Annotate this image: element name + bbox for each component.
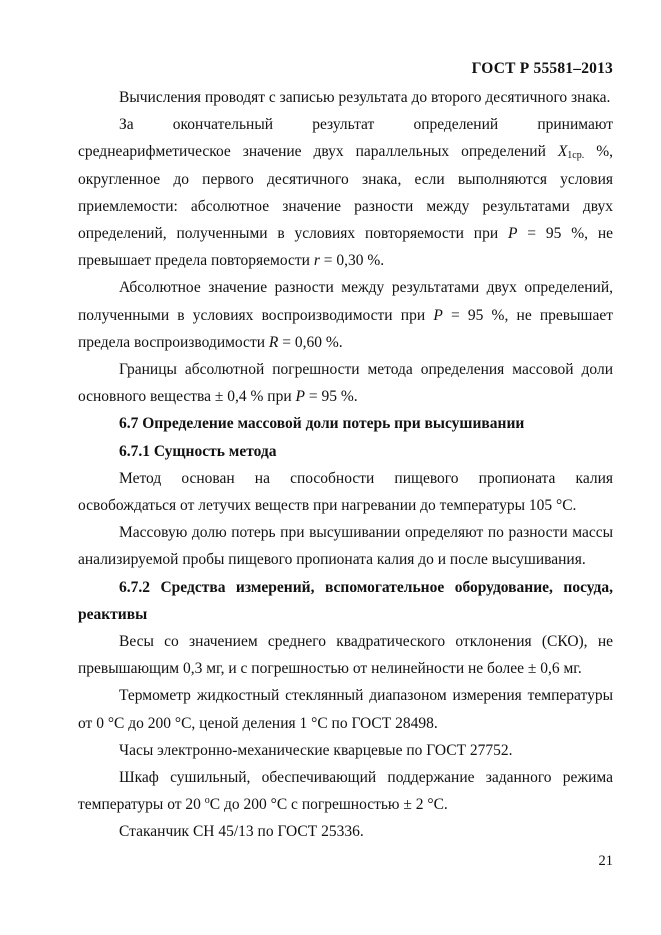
- document-body: [78, 84, 613, 846]
- text-fragment: Абсолютное значение разности между результатами двух определений, полученными в условиях воспроизводимости при: [78, 279, 613, 324]
- text-fragment: С до 200 °С с погрешностью ± 2 °С.: [209, 796, 448, 814]
- variable-r: r: [313, 252, 320, 270]
- variable-r-upper: R: [268, 333, 279, 351]
- paragraph-clock: Часы электронно-механические кварцевые по ГОСТ 27752.: [119, 741, 513, 759]
- text-fragment: За окончательный результат определений принимают среднеарифметическое значение двух параллельных определений: [78, 116, 613, 161]
- text-fragment: = 95 %, не превышает предела повторяемости: [78, 225, 613, 270]
- paragraph-final-result: [78, 111, 613, 274]
- variable-p: P: [295, 388, 305, 406]
- text-fragment: = 0,30 %.: [319, 252, 385, 270]
- text-fragment: Границы абсолютной погрешности метода определения массовой доли основного вещества ± 0,4 % при: [78, 361, 613, 406]
- variable-p: P: [507, 225, 518, 243]
- section-heading-6-7: 6.7 Определение массовой доли потерь при высушивании: [119, 415, 525, 433]
- text-fragment: = 95 %.: [304, 388, 358, 406]
- paragraph-mass-loss: Массовую долю потерь при высушивании определяют по разности массы анализируемой пробы пищевого пропионата калия до и после высушивания.: [78, 524, 613, 569]
- degree-superscript: о: [204, 795, 210, 807]
- text-fragment: %, округленное до первого десятичного знака, если выполняются условия приемлемости: абсолютное значение разности между результатами двух определений, полученными в условиях повторяемости при: [78, 143, 613, 243]
- paragraph-method-essence: Метод основан на способности пищевого пропионата калия освобождаться от летучих веществ при нагревании до температуры 105 °С.: [78, 469, 613, 515]
- text-fragment: = 95 %, не превышает предела воспроизводимости: [78, 306, 614, 351]
- section-heading-6-7-1: 6.7.1 Сущность метода: [119, 442, 277, 460]
- paragraph-error-bounds: [78, 356, 613, 410]
- paragraph-calculation-precision: Вычисления проводят с записью результата до второго десятичного знака.: [119, 89, 611, 106]
- paragraph-thermometer: Термометр жидкостный стеклянный диапазоном измерения температуры от 0 °С до 200 °С, ценой деления 1 °С по ГОСТ 28498.: [78, 687, 613, 732]
- document-header: ГОСТ Р 55581–2013: [471, 60, 613, 77]
- section-heading-6-7-2: 6.7.2 Средства измерений, вспомогательное оборудование, посуда, реактивы: [78, 578, 613, 623]
- paragraph-scales: Весы со значением среднего квадратического отклонения (СКО), не превышающим 0,3 мг, и с погрешностью от нелинейности не более ± 0,6 мг.: [78, 633, 613, 678]
- page-number: 21: [598, 853, 613, 869]
- variable-x: X: [557, 143, 568, 161]
- text-fragment: = 0,60 %.: [278, 333, 343, 351]
- paragraph-weighing-bottle: Стаканчик СН 45/13 по ГОСТ 25336.: [119, 823, 364, 841]
- text-fragment: Шкаф сушильный, обеспечивающий поддержание заданного режима температуры от 20: [78, 769, 613, 814]
- paragraph-reproducibility: [78, 274, 613, 356]
- paragraph-drying-oven: [78, 764, 613, 818]
- variable-x-subscript: 1ср.: [567, 150, 585, 162]
- variable-p: P: [433, 306, 443, 324]
